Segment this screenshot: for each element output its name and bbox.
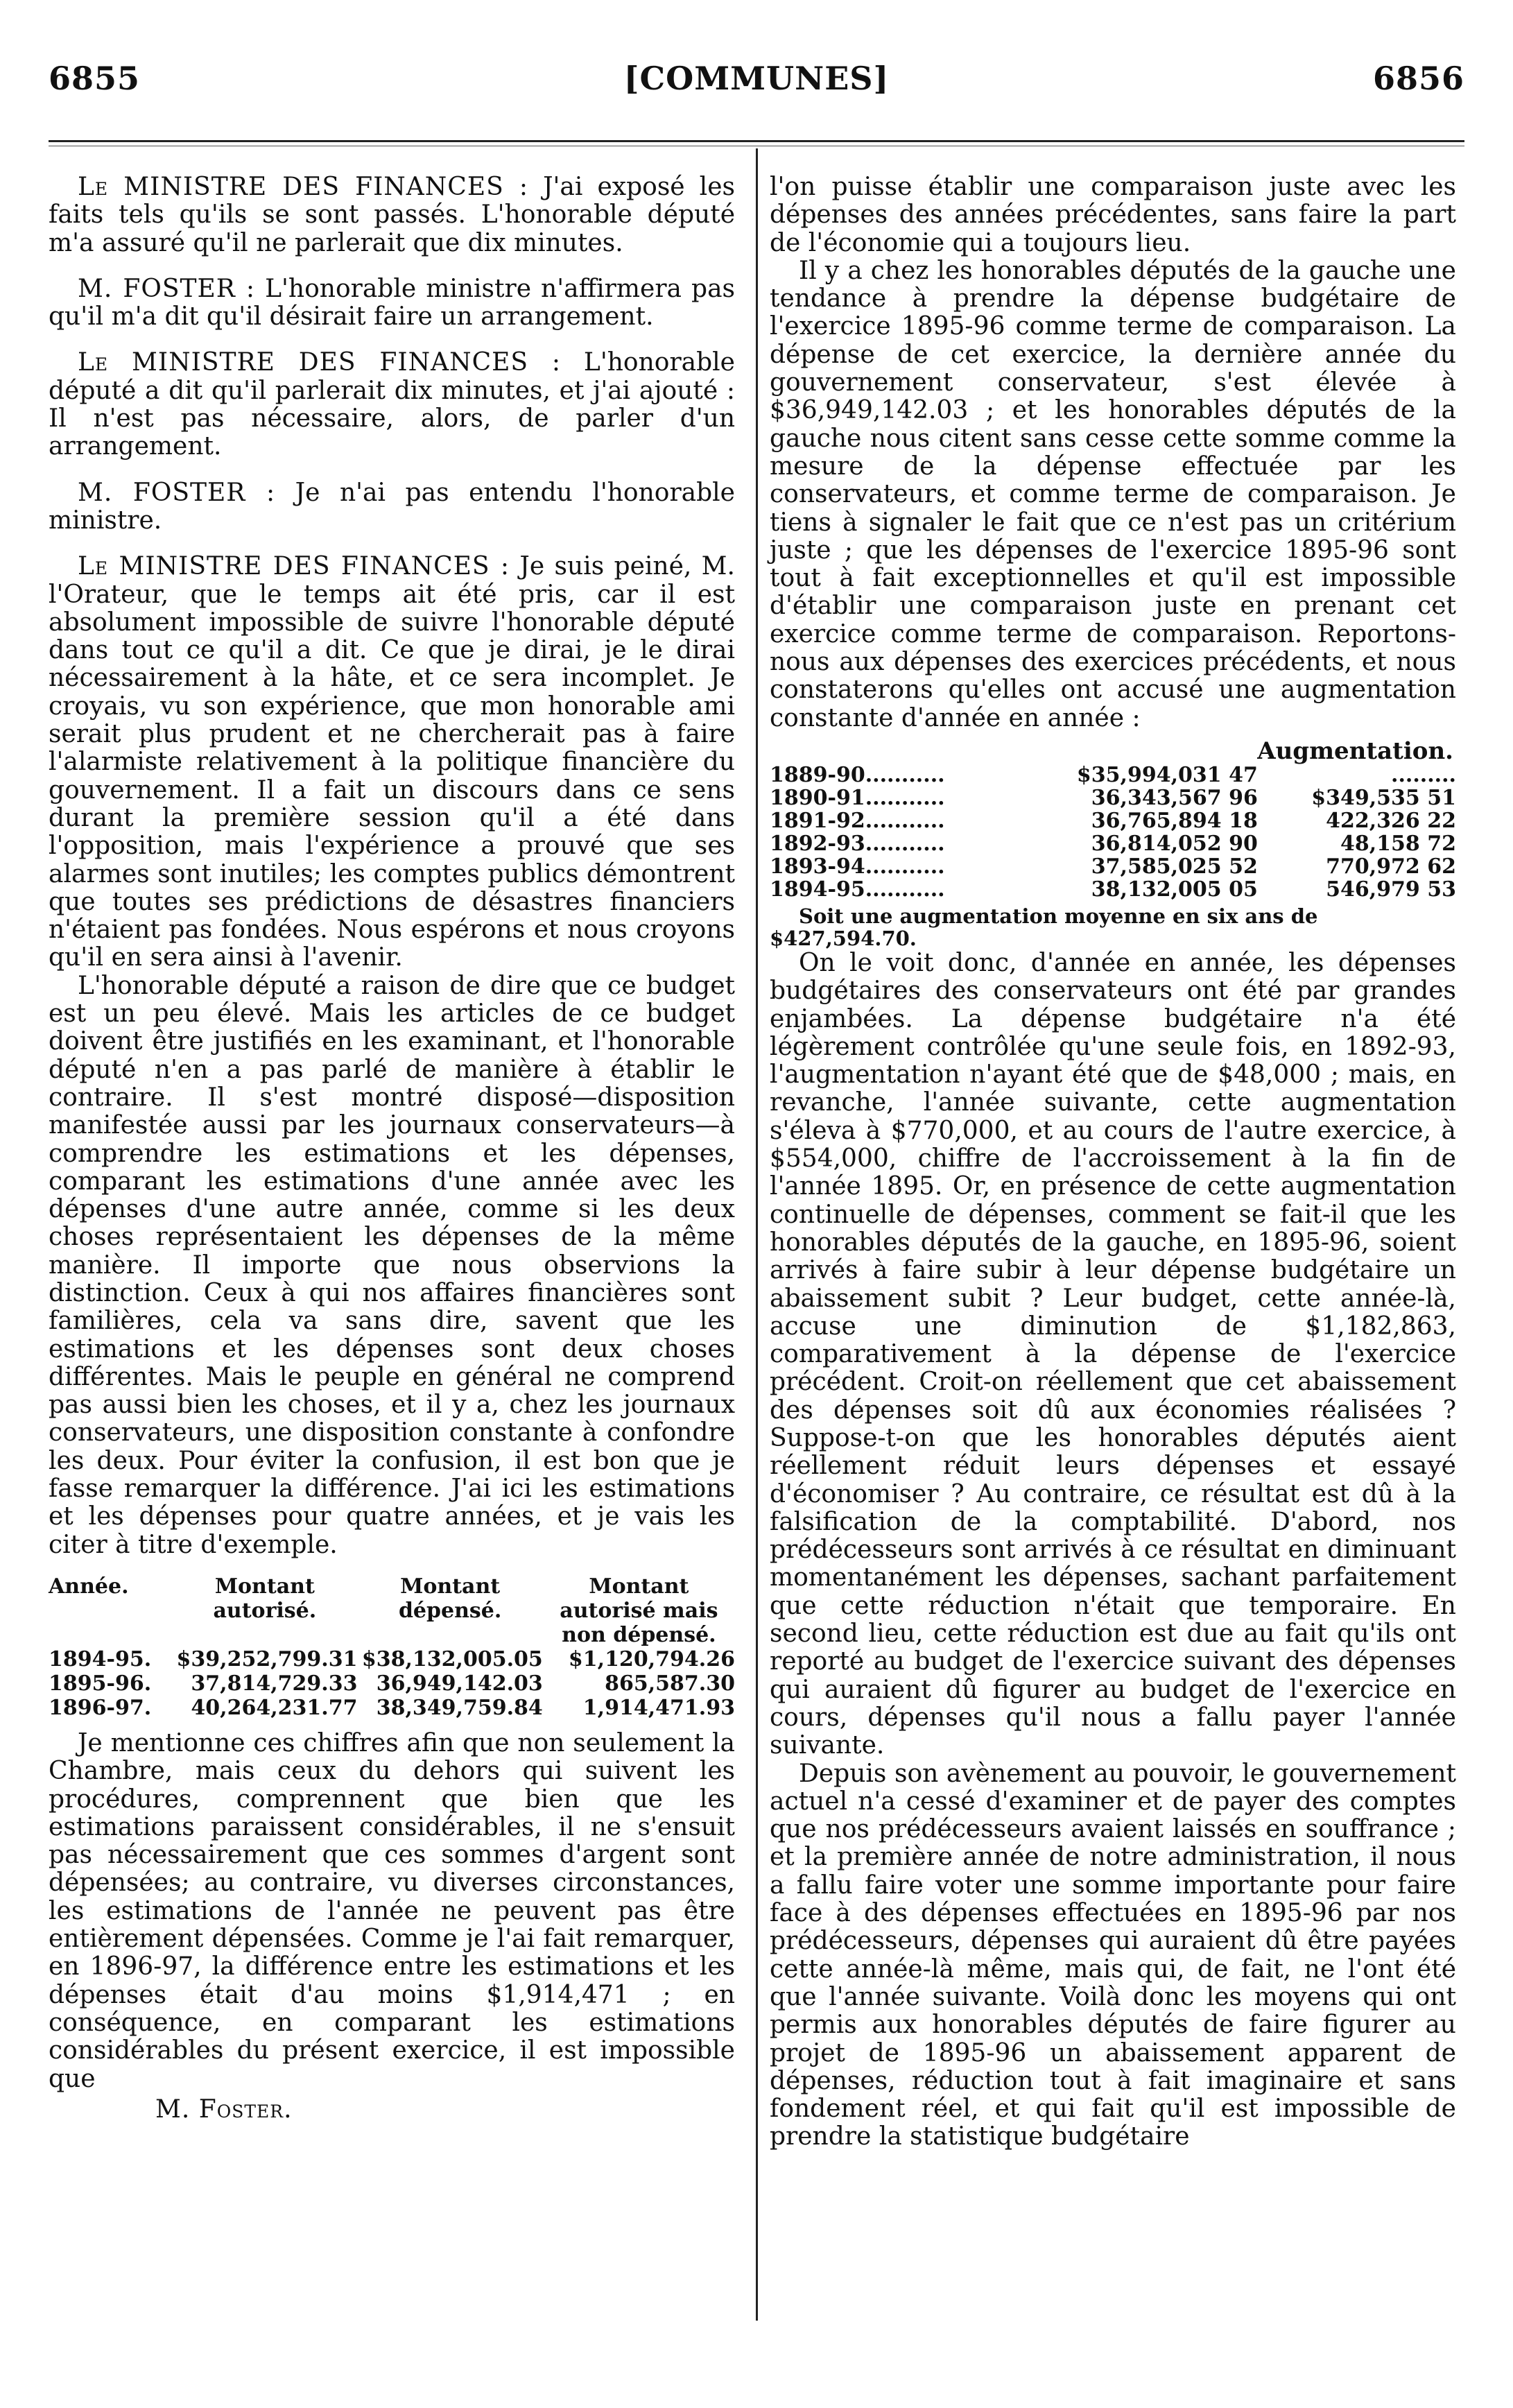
speaker-name: Le MINISTRE DES FINANCES : — [78, 348, 562, 377]
table-cell: 1890-91........... — [770, 785, 945, 810]
header-rule — [49, 140, 1464, 142]
table-row — [49, 1647, 735, 1671]
table-header: Montant dépensé. — [398, 1574, 502, 1623]
table-row — [770, 878, 1456, 901]
paragraph — [49, 553, 735, 972]
table-cell: 38,132,005 05 — [1091, 877, 1258, 902]
paragraph — [49, 173, 735, 257]
table-cell: $39,252,799.31 — [176, 1646, 358, 1671]
table-cell: 40,264,231.77 — [191, 1695, 358, 1720]
table-cell: 36,765,894 18 — [1091, 808, 1258, 833]
table-cell: 770,972 62 — [1326, 854, 1456, 879]
table-cell: 1893-94........... — [770, 854, 945, 879]
paragraph: Je mentionne ces chiffres afin que non seulement la Chambre, mais ceux du dehors qui suivent les procédures, comprennent que bien que les estimations paraissent considérables, il ne s'ensuit pas nécessairement que ces sommes d'argent sont dépensées; au contraire, vu diverses circonstances, les estimations de l'année ne peuvent pas être entièrement dépensées. Comme je l'ai fait remarquer, en 1896-97, la différence entre les estimations et les dépenses était d'au moins $1,914,471 ; en conséquence, en comparant les estimations considérables du présent exercice, il est impossible que — [49, 1728, 735, 2093]
table-row — [770, 855, 1456, 878]
table-cell: 1894-95........... — [770, 877, 945, 902]
paragraph-text: Je suis peiné, M. l'Orateur, que le temps ait été pris, car il est absolument impossible de suivre l'honorable député dans tout ce qu'il a dit. Ce que je dirai, je le dirai nécessairement à la hâte, et ce sera incomplet. Je croyais, vu son expérience, que mon honorable ami serait plus prudent et ne chercherait pas à faire l'alarmiste relativement à la politique financière du gouvernement. Il a fait un discours dans ce sens durant la première session qu'il a été dans l'opposition, mais l'expérience a prouvé que ses alarmes sont inutiles; les comptes publics démontrent que toutes ses prédictions de désastres financiers n'étaient pas fondées. Nous espérons et nous croyons qu'il en sera ainsi à l'avenir. — [49, 552, 735, 972]
signature: M. Foster. — [155, 2095, 293, 2124]
paragraph-text: Je n'ai pas entendu l'honorable ministre. — [49, 478, 735, 535]
speaker-name: M. FOSTER : — [78, 274, 256, 303]
table-cell: 546,979 53 — [1326, 877, 1456, 902]
table-header: Montant autorisé. — [213, 1574, 317, 1623]
table-cell: 36,949,142.03 — [376, 1671, 543, 1696]
table-row — [770, 832, 1456, 855]
right-column — [770, 173, 1456, 2151]
paragraph: On le voit donc, d'année en année, les dépenses budgétaires des conservateurs ont été par grandes enjambées. La dépense budgétaire n'a été légèrement contrôlée qu'une seule fois, en 1892-93, l'augmentation n'ayant été que de $48,000 ; mais, en revanche, l'année suivante, cette augmentation s'éleva à $770,000, et au cours de l'autre exercice, à $554,000, chiffre de l'accroissement à la fin de l'année 1895. Or, en présence de cette augmentation continuelle de dépenses, comment se fait-il que les honorables députés de la gauche, en 1895-96, soient arrivés à faire subir à leur dépense budgétaire un abaissement subit ? Leur budget, cette année-là, accuse une diminution de $1,182,863, comparativement à la dépense de l'exercice précédent. Croit-on réellement que cet abaissement des dépenses soit dû aux économies réalisées ? Suppose-t-on que les honorables députés aient réellement réduit leurs dépenses et essayé d'économiser ? Au contraire, ce résultat est dû à la falsification de la comptabilité. D'abord, nos prédécesseurs sont arrivés à ce résultat en diminuant momentanément les dépenses, sachant parfaitement que cette réduction n'était que temporaire. En second lieu, cette réduction est due au fait qu'ils ont reporté au budget de l'exercice suivant des dépenses qui auraient dû figurer au budget de l'exercice en cours, dépenses qu'il nous a fallu payer l'année suivante. — [770, 948, 1456, 1760]
paragraph — [49, 275, 735, 332]
paragraph-text: L'honorable député a dit qu'il parlerait dix minutes, et j'ai ajouté : Il n'est pas nécessaire, alors, de parler d'un arrangement. — [49, 348, 735, 461]
table-cell: 1,914,471.93 — [582, 1695, 735, 1720]
table-cell: $349,535 51 — [1311, 785, 1456, 810]
paragraph: Il y a chez les honorables députés de la gauche une tendance à prendre la dépense budgétaire de l'exercice 1895-96 comme terme de comparaison. La dépense de cet exercice, la dernière année du gouvernement conservateur, s'est élevée à $36,949,142.03 ; et les honorables députés de la gauche nous citent sans cesse cette somme comme la mesure de la dépense effectuée par les conservateurs, et comme terme de comparaison. Je tiens à signaler le fait que ce n'est pas un critérium juste ; que les dépenses de l'exercice 1895-96 sont tout à fait exceptionnelles et qu'il est impossible d'établir une comparaison juste en prenant cet exercice comme terme de comparaison. Reportons-nous aux dépenses des exercices précédents, et nous constaterons qu'elles ont accusé une augmentation constante d'année en année : — [770, 256, 1456, 732]
estimates-table — [49, 1574, 735, 1720]
table-cell: 38,349,759.84 — [376, 1695, 543, 1720]
table-cell: 36,814,052 90 — [1091, 831, 1258, 856]
page-number-left: 6855 — [49, 60, 141, 97]
table-cell: 1896-97. — [49, 1695, 152, 1720]
table-cell: 1894-95. — [49, 1646, 152, 1671]
speaker-name: Le MINISTRE DES FINANCES : — [78, 173, 528, 201]
paragraph — [49, 349, 735, 461]
table-row — [770, 764, 1456, 786]
paragraph: Depuis son avènement au pouvoir, le gouvernement actuel n'a cessé d'examiner et de payer des comptes que nos prédécesseurs avaient laissés en souffrance ; et la première année de notre administration, il nous a fallu faire voter une somme importante pour faire face à des dépenses effectuées en 1895-96 par nos prédécesseurs, dépenses qui auraient dû être payées cette année-là même, mais qui, de fait, ne l'ont été que l'année suivante. Voilà donc les moyens qui ont permis aux honorables députés de faire figurer au projet de 1895-96 un abaissement apparent de dépenses, réduction tout à fait imaginaire et sans fondement réel, et qui fait qu'il est impossible de prendre la statistique budgétaire — [770, 1759, 1456, 2151]
left-column — [49, 173, 735, 2124]
table-row — [49, 1696, 735, 1720]
paragraph: l'on puisse établir une comparaison juste avec les dépenses des années précédentes, sans faire la part de l'économie qui a toujours lieu. — [770, 173, 1456, 257]
table-cell: 48,158 72 — [1340, 831, 1456, 856]
table-row — [770, 786, 1456, 809]
table-header: Augmentation. — [1257, 737, 1453, 765]
speaker-name: M. FOSTER : — [78, 478, 276, 507]
running-title: [COMMUNES] — [623, 60, 890, 97]
table-cell: 1895-96. — [49, 1671, 152, 1696]
expenditure-table — [770, 739, 1456, 901]
speaker-name: Le MINISTRE DES FINANCES : — [78, 552, 510, 581]
paragraph — [49, 479, 735, 535]
table-header: Année. — [49, 1574, 129, 1599]
table-header: Montant autorisé mais non dépensé. — [560, 1574, 718, 1647]
table-cell: ......... — [1391, 762, 1456, 787]
paragraph: L'honorable député a raison de dire que ce budget est un peu élevé. Mais les articles de ce budget doivent être justifiés en les examinant, et l'honorable député n'en a pas parlé de manière à établir le contraire. Il s'est montré disposé—disposition manifestée aussi par les journaux conservateurs—à comprendre les estimations et les dépenses, comparant les estimations d'une année avec les dépenses d'une autre année, comme si les deux choses représentaient les dépenses de la même manière. Il importe que nous observions la distinction. Ceux à qui nos affaires financières sont familières, cela va sans dire, savent que les estimations et les dépenses sont deux choses différentes. Mais le peuple en général ne comprend pas aussi bien les choses, et il y a, chez les journaux conservateurs, une disposition constante à confondre les deux. Pour éviter la confusion, il est bon que je fasse remarquer la différence. J'ai ici les estimations et les dépenses pour quatre années, et je vais les citer à titre d'exemple. — [49, 971, 735, 1559]
table-row — [49, 1671, 735, 1696]
table-cell: 1892-93........... — [770, 831, 945, 856]
table-cell: 422,326 22 — [1326, 808, 1456, 833]
paragraph-text: L'honorable ministre n'affirmera pas qu'il m'a dit qu'il désirait faire un arrangement. — [49, 274, 736, 332]
table-cell: 36,343,567 96 — [1091, 785, 1258, 810]
table-cell: 37,585,025 52 — [1091, 854, 1258, 879]
table-cell: 865,587.30 — [605, 1671, 735, 1696]
table-cell: 1891-92........... — [770, 808, 945, 833]
table-cell: 1889-90........... — [770, 762, 945, 787]
table-cell: $1,120,794.26 — [568, 1646, 735, 1671]
table-cell: $38,132,005.05 — [361, 1646, 543, 1671]
page-number-right: 6856 — [1372, 60, 1464, 97]
table-row — [770, 809, 1456, 832]
table-cell: $35,994,031 47 — [1076, 762, 1258, 787]
table-cell: 37,814,729.33 — [191, 1671, 358, 1696]
table-note: Soit une augmentation moyenne en six ans de $427,594.70. — [770, 904, 1318, 950]
paragraph-text: J'ai exposé les faits tels qu'ils se sont passés. L'honorable député m'a assuré qu'il ne parlerait que dix minutes. — [49, 173, 735, 257]
column-divider — [756, 148, 758, 2321]
